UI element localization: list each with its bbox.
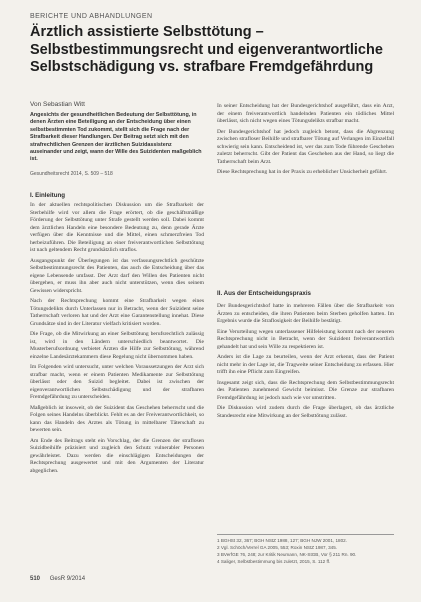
abstract: Angesichts der gesundheitlichen Bedeutung der Selbsttötung, in denen Ärzten eine Beteiligung an der Entscheidung über einen selbstbestimmten Tod zukommt, stellt sich die Frage nach der Strafbarkeit dieser Handlungen. Der Beitrag setzt sich mit den strafrechtlichen Grenzen der ärztlichen Suizidassistenz auseinander und zeigt, wann der Wille des Suizidenten maßgeblich ist. bbox=[30, 112, 202, 163]
left-section-heading: I. Einleitung bbox=[30, 192, 66, 199]
right-column-body bbox=[217, 303, 394, 423]
paragraph: Ausgangspunkt der Überlegungen ist das verfassungsrechtlich geschützte Selbstbestimmungsrecht des Patienten, das auch die Entscheidung über das eigene Lebensende umfasst. Der Arzt darf den Willen des Patienten nicht übergehen, er muss ihn aber auch nicht unterstützen, wenn dies seinem Gewissen widerspricht. bbox=[30, 257, 204, 294]
footnotes bbox=[217, 534, 394, 566]
paragraph: Insgesamt zeigt sich, dass die Rechtsprechung dem Selbstbestimmungsrecht des Patienten zunehmend Gewicht beimisst. Die Grenze zur strafbaren Fremdgefährdung ist jedoch nach wie vor umstritten. bbox=[217, 379, 394, 401]
journal-name: GesR 9/2014 bbox=[49, 576, 86, 582]
article-title: Ärztlich assistierte Selbsttötung – Selbstbestimmungsrecht und eigenverantwortliche Selbstschädigung vs. strafbare Fremdgefährdung bbox=[30, 24, 383, 75]
page-footer bbox=[30, 576, 85, 582]
paragraph: Anders ist die Lage zu beurteilen, wenn der Arzt erkennt, dass der Patient nicht mehr in der Lage ist, die Tragweite seiner Entscheidung zu erfassen. Hier trifft ihn eine Pflicht zum Eingreifen. bbox=[217, 354, 394, 375]
paragraph: Maßgeblich ist insoweit, ob der Suizident das Geschehen beherrscht und die Folgen seines Handelns überblickt. Fehlt es an der Freiverantwortlichkeit, so kann das Handeln des Arztes als Tötung in mittelbarer Täterschaft zu bewerten sein. bbox=[30, 404, 204, 433]
footnote: 3 BVerfGE 76, 248; zur Kritik Neumann, NK-StGB, Vor § 211 Rn. 90. bbox=[217, 552, 357, 558]
paragraph: Nach der Rechtsprechung kommt eine Strafbarkeit wegen eines Tötungsdelikts durch Unterlassen nur in Betracht, wenn der Suizident seine Tatherrschaft verloren hat und der Arzt eine Garantenstellung innehat. Diese Grundsätze sind in der Literatur vielfach kritisiert worden. bbox=[30, 298, 204, 327]
footnote: 2 Vgl. Schöch/Verrel GA 2005, 553; Roxin NStZ 1987, 345. bbox=[217, 545, 338, 551]
right-section-heading: II. Aus der Entscheidungspraxis bbox=[217, 290, 311, 297]
paragraph: Der Bundesgerichtshof hat jedoch zugleich betont, dass die Abgrenzung zwischen strafloser Beihilfe und strafbarer Tötung auf Verlangen im Einzelfall schwierig sein kann. Entscheidend ist, wer das zum Tode führende Geschehen zuletzt beherrscht. Gibt der Patient das Geschehen aus der Hand, so liegt die Tatherrschaft beim Arzt. bbox=[217, 128, 394, 165]
paragraph: Die Frage, ob die Mitwirkung an einer Selbsttötung berufsrechtlich zulässig ist, wird in den Ländern unterschiedlich beantwortet. Die Musterberufsordnung verbietet Ärzten die Hilfe zur Selbsttötung, während einzelne Landesärztekammern diese Regelung nicht übernommen haben. bbox=[30, 331, 204, 360]
paragraph: Eine Verurteilung wegen unterlassener Hilfeleistung kommt nach der neueren Rechtsprechung nicht in Betracht, wenn der Suizident freiverantwortlich gehandelt hat und sein Wille zu respektieren ist. bbox=[217, 328, 394, 350]
paragraph: In seiner Entscheidung hat der Bundesgerichtshof ausgeführt, dass ein Arzt, der einem freiverantwortlich handelnden Patienten ein tödliches Mittel überlässt, sich nicht wegen eines Tötungsdelikts strafbar macht. bbox=[217, 103, 394, 124]
paragraph: Diese Rechtsprechung hat in der Praxis zu erheblicher Unsicherheit geführt. bbox=[217, 169, 388, 175]
paragraph: Der Bundesgerichtshof hatte in mehreren Fällen über die Strafbarkeit von Ärzten zu entscheiden, die ihren Patienten beim Sterben geholfen hatten. Im Ergebnis wurde die Straflosigkeit der Beihilfe bestätigt. bbox=[217, 303, 394, 324]
footnote: 1 BGHSt 32, 367; BGH NStZ 1988, 127; BGH NJW 2001, 1802. bbox=[217, 538, 347, 543]
footnote: 4 Saliger, Selbstbestimmung bis zuletzt, 2015, S. 112 ff. bbox=[217, 559, 331, 565]
right-column-top bbox=[217, 103, 394, 180]
paragraph: Die Diskussion wird zudem durch die Frage überlagert, ob das ärztliche Standesrecht eine Mitwirkung an der Selbsttötung zulässt. bbox=[217, 405, 394, 419]
paragraph: Am Ende des Beitrags steht ein Vorschlag, der die Grenzen der straflosen Suizidbeihilfe präzisiert und zugleich den Schutz vulnerabler Personen gewährleistet. Dazu werden die einschlägigen Entscheidungen der Rechtsprechung ausgewertet und mit den Argumenten der Literatur abgeglichen. bbox=[30, 437, 204, 474]
paragraph: In der aktuellen rechtspolitischen Diskussion um die Strafbarkeit der Sterbehilfe wird vor allem die Frage erörtert, ob die geschäftsmäßige Förderung der Selbsttötung unter Strafe gestellt werden soll. Dabei kommt dem ärztlichen Handeln eine besondere Bedeutung zu, denn gerade Ärzte verfügen über die Kenntnisse und die Mittel, einen schmerzfreien Tod herbeizuführen. Die Beteiligung an einer freiverantwortlichen Selbsttötung ist nach geltendem Recht grundsätzlich straflos. bbox=[30, 202, 204, 253]
section-label: BERICHTE UND ABHANDLUNGEN bbox=[30, 13, 153, 20]
page-number: 510 bbox=[30, 576, 41, 582]
paragraph: Im Folgenden wird untersucht, unter welchen Voraussetzungen der Arzt sich strafbar macht, wenn er einem Patienten Medikamente zur Selbsttötung überlässt oder den Suizid begleitet. Dabei ist zwischen der eigenverantwortlichen Selbstschädigung und der strafbaren Fremdgefährdung zu unterscheiden. bbox=[30, 364, 204, 400]
author-line: Von Sebastian Witt bbox=[30, 101, 85, 108]
left-column bbox=[30, 202, 204, 478]
citation-reference: Gesundheitsrecht 2014, S. 509 – 518 bbox=[30, 171, 113, 177]
